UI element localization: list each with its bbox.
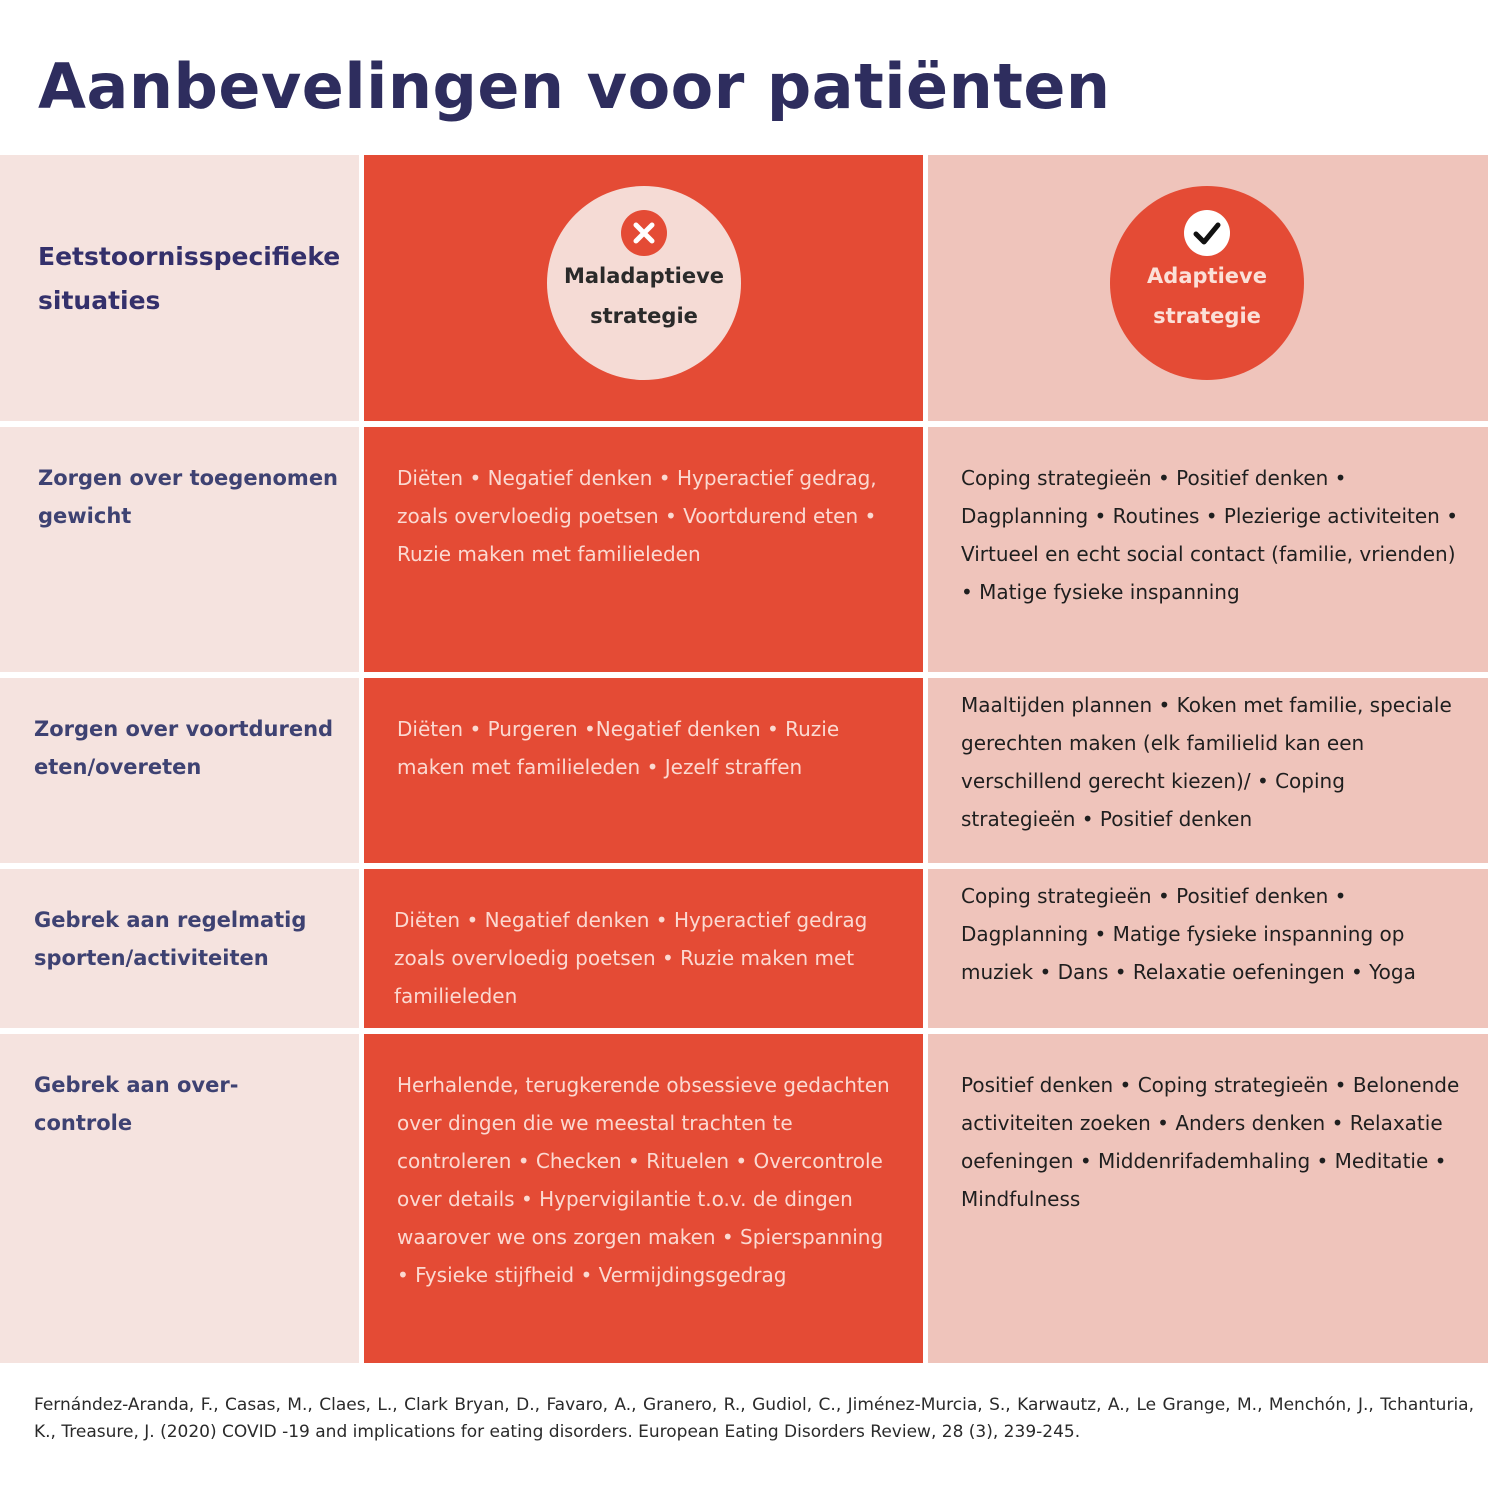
maladaptive-label: Maladaptieve strategie bbox=[563, 264, 725, 328]
adaptive-label: Adaptieve strategie bbox=[1147, 264, 1267, 328]
reference-citation: Fernández-Aranda, F., Casas, M., Claes, L., Clark Bryan, D., Favaro, A., Granero, R., Gudiol, C., Jiménez-Murcia, S., Karwautz, A., Le Grange, M., Menchón, J., Tchanturia, K., Treasure, J. (2020) COVID -19 and implications for eating disorders. European Eating Disorders Review, 28 (3), 239-245. bbox=[34, 1395, 1474, 1442]
maladaptive-cell bbox=[364, 1034, 923, 1363]
page-title: Aanbevelingen voor patiënten bbox=[38, 50, 1111, 123]
check-circle-icon bbox=[1184, 210, 1230, 256]
adaptive-cell bbox=[928, 1034, 1488, 1363]
situation-label: Gebrek aan regelmatig sporten/activiteiten bbox=[34, 908, 307, 970]
header-situations-cell bbox=[0, 155, 359, 421]
maladaptive-cell bbox=[364, 869, 923, 1028]
header-maladaptive-cell bbox=[364, 155, 923, 421]
adaptive-text: Positief denken • Coping strategieën • Belonende activiteiten zoeken • Anders denken • Relaxatie oefeningen • Middenrifademhaling • Meditatie • Mindfulness bbox=[961, 1073, 1460, 1211]
adaptive-cell bbox=[928, 869, 1488, 1028]
maladaptive-cell bbox=[364, 678, 923, 863]
situation-label: Gebrek aan over-controle bbox=[34, 1073, 239, 1135]
header-adaptive-cell bbox=[928, 155, 1488, 421]
adaptive-cell bbox=[928, 427, 1488, 672]
situation-cell bbox=[0, 427, 359, 672]
adaptive-cell bbox=[928, 678, 1488, 863]
situation-label: Zorgen over voortdurend eten/overeten bbox=[34, 717, 334, 779]
maladaptive-cell bbox=[364, 427, 923, 672]
situation-cell bbox=[0, 678, 359, 863]
situations-header-label: Eetstoornisspecifieke situaties bbox=[38, 242, 341, 315]
maladaptive-badge bbox=[547, 186, 741, 380]
maladaptive-text: Diëten • Negatief denken • Hyperactief gedrag zoals overvloedig poetsen • Ruzie maken met familieleden bbox=[394, 908, 868, 1008]
maladaptive-text: Diëten • Purgeren •Negatief denken • Ruzie maken met familieleden • Jezelf straffen bbox=[397, 717, 840, 779]
situation-cell bbox=[0, 1034, 359, 1363]
situation-cell bbox=[0, 869, 359, 1028]
x-circle-icon bbox=[621, 210, 667, 256]
maladaptive-text: Herhalende, terugkerende obsessieve gedachten over dingen die we meestal trachten te controleren • Checken • Rituelen • Overcontrole over details • Hypervigilantie t.o.v. de dingen waarover we ons zorgen maken • Spierspanning • Fysieke stijfheid • Vermijdingsgedrag bbox=[397, 1073, 890, 1287]
adaptive-text: Maaltijden plannen • Koken met familie, speciale gerechten maken (elk familielid kan een verschillend gerecht kiezen)/ • Coping strategieën • Positief denken bbox=[961, 693, 1452, 831]
situation-label: Zorgen over toegenomen gewicht bbox=[38, 466, 339, 528]
adaptive-badge bbox=[1110, 186, 1304, 380]
adaptive-text: Coping strategieën • Positief denken • Dagplanning • Routines • Plezierige activiteiten • Virtueel en echt social contact (familie, vrienden) • Matige fysieke inspanning bbox=[961, 466, 1459, 604]
adaptive-text: Coping strategieën • Positief denken • Dagplanning • Matige fysieke inspanning op muziek • Dans • Relaxatie oefeningen • Yoga bbox=[961, 884, 1416, 984]
maladaptive-text: Diëten • Negatief denken • Hyperactief gedrag, zoals overvloedig poetsen • Voortdurend eten • Ruzie maken met familieleden bbox=[397, 466, 877, 566]
